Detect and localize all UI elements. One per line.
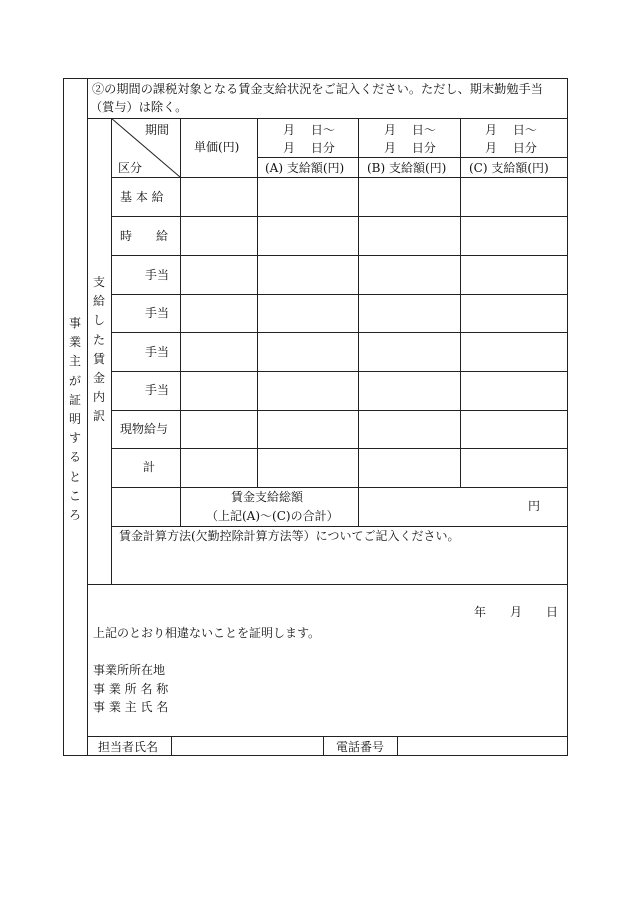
total-label-1: 賃金支給総額	[231, 490, 304, 504]
frame-bottom	[63, 755, 568, 756]
section-vertical-label: 支給した賃金内訳	[92, 275, 105, 424]
certification-date: 年 月 日	[474, 605, 559, 619]
phone-label: 電話番号	[336, 740, 385, 754]
row-label-allowance-3: 手当	[145, 345, 170, 359]
office-name-label: 事 業 所 名 称	[93, 682, 169, 696]
row-line	[111, 332, 568, 333]
frame-right	[567, 78, 568, 756]
period-a-end: 月 日分	[283, 141, 335, 155]
amount-a-header: (A) 支給額(円)	[265, 161, 345, 175]
period-a-start: 月 日～	[283, 123, 335, 137]
col-line-2	[257, 118, 258, 487]
left-label-divider	[87, 78, 88, 756]
period-b-start: 月 日～	[384, 123, 436, 137]
row-line	[111, 294, 568, 295]
period-subheader-line	[257, 157, 568, 158]
period-c-start: 月 日～	[485, 123, 537, 137]
row-label-allowance-1: 手当	[145, 268, 170, 282]
row-label-in-kind: 現物給与	[120, 422, 169, 436]
office-address-label: 事業所所在地	[93, 663, 166, 677]
period-b-end: 月 日分	[384, 141, 436, 155]
row-line	[111, 216, 568, 217]
amount-b-header: (B) 支給額(円)	[367, 161, 447, 175]
row-label-basic-pay: 基 本 給	[120, 190, 164, 204]
row-label-hourly-pay: 時 給	[120, 229, 169, 243]
header-line-2: （賞与）は除く。	[90, 100, 188, 114]
row-line	[111, 526, 568, 527]
calc-method-prompt: 賃金計算方法(欠勤控除計算方法等）についてご記入ください。	[119, 529, 460, 543]
employer-name-label: 事 業 主 氏 名	[93, 700, 169, 714]
unit-price-header: 単価(円)	[194, 140, 240, 154]
row-label-allowance-4: 手当	[145, 383, 170, 397]
col-line-4	[460, 118, 461, 487]
left-vertical-label: 事業主が証明するところ	[68, 316, 81, 523]
row-line	[111, 448, 568, 449]
calc-method-bottom	[87, 584, 568, 585]
row-line	[111, 177, 568, 178]
person-in-charge-label: 担当者氏名	[98, 740, 159, 754]
total-label-2: （上記(A)～(C)の合計）	[206, 509, 339, 523]
row-line	[111, 371, 568, 372]
frame-top	[63, 78, 568, 79]
row-line	[111, 255, 568, 256]
corner-period-label: 期間	[145, 123, 170, 137]
period-c-end: 月 日分	[485, 141, 537, 155]
amount-c-header: (C) 支給額(円)	[469, 161, 549, 175]
row-line	[111, 487, 568, 488]
row-label-total: 計	[143, 460, 156, 474]
col-line-3	[358, 118, 359, 526]
corner-category-label: 区分	[118, 161, 143, 175]
row-label-allowance-2: 手当	[145, 306, 170, 320]
phone-field[interactable]	[398, 737, 567, 755]
certification-statement: 上記のとおり相違ないことを証明します。	[93, 626, 321, 640]
footer-divider-2	[323, 736, 324, 756]
col-line-1	[180, 118, 181, 526]
row-line	[111, 410, 568, 411]
person-in-charge-field[interactable]	[172, 737, 323, 755]
section-label-divider	[111, 118, 112, 584]
frame-left	[63, 78, 64, 756]
total-unit: 円	[528, 499, 541, 513]
header-line-1: ②の期間の課税対象となる賃金支給状況をご記入ください。ただし、期末勤勉手当	[92, 82, 543, 96]
